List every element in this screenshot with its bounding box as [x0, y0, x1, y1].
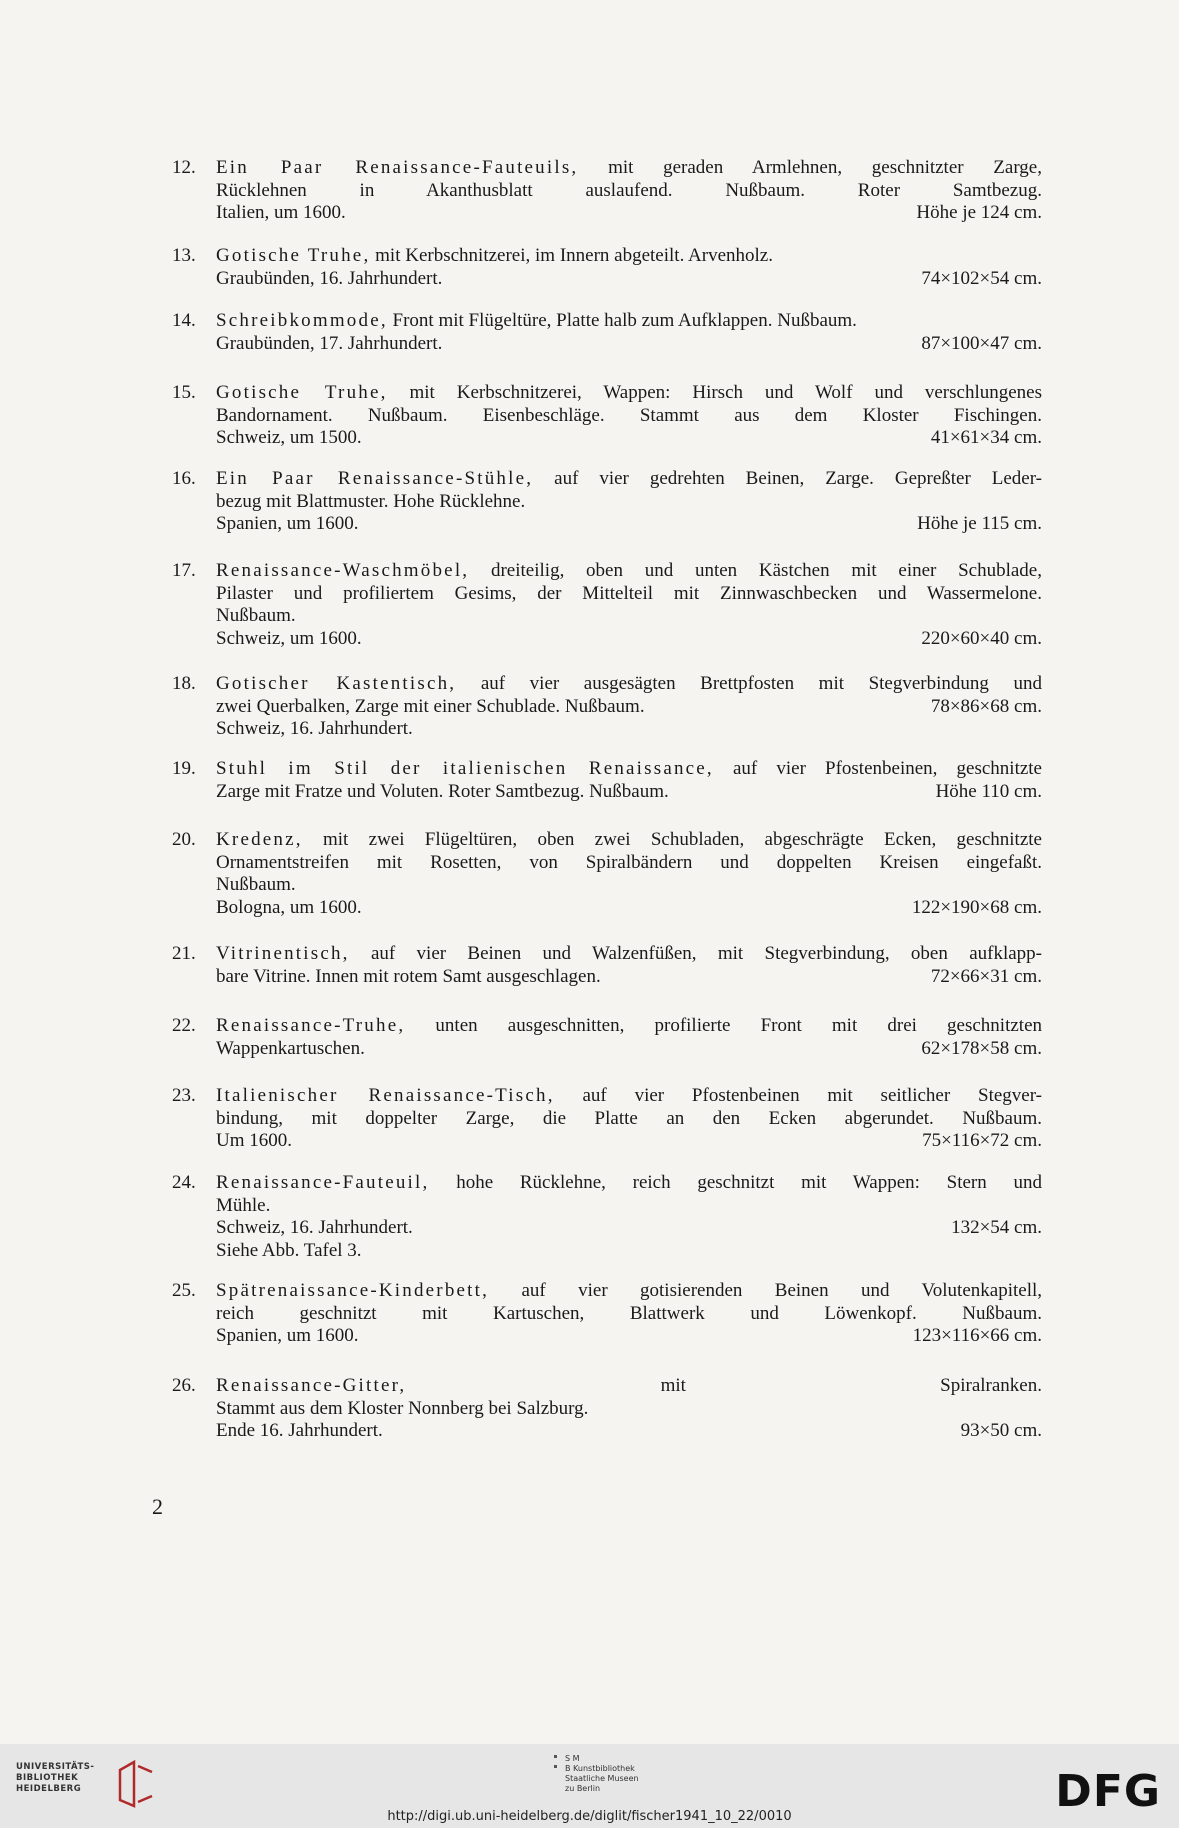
entry-title: Renaissance-Fauteuil,	[216, 1172, 430, 1193]
entry-body	[216, 382, 1042, 450]
entry-dimensions: 78×86×68 cm.	[930, 695, 1042, 717]
entry-title: Vitrinentisch,	[216, 943, 350, 964]
entry-body	[216, 758, 1042, 803]
entry-body	[216, 1172, 1042, 1262]
entry-body	[216, 468, 1042, 536]
entry-title: Renaissance-Truhe,	[216, 1015, 406, 1036]
dfg-logo[interactable]: DFG	[1055, 1766, 1161, 1817]
entry-dimensions: Höhe je 115 cm.	[917, 513, 1042, 535]
entry-title: Spätrenaissance-Kinderbett,	[216, 1280, 490, 1301]
entry-number: 12.	[172, 157, 196, 178]
entry-description-line: Wappenkartuschen.	[216, 1037, 365, 1059]
entry-dimensions: 41×61×34 cm.	[930, 427, 1042, 449]
entry-description-line: zwei Querbalken, Zarge mit einer Schublade. Nußbaum.	[216, 695, 645, 717]
entry-number: 23.	[172, 1085, 196, 1106]
entry-title: Gotische Truhe,	[216, 245, 371, 266]
entry-origin: Bologna, um 1600.	[216, 896, 362, 918]
entry-inline-row	[216, 696, 1042, 719]
entry-origin: Um 1600.	[216, 1130, 292, 1152]
entry-body	[216, 1375, 1042, 1443]
entry-description: mit Kerbschnitzerei, im Innern abgeteilt. Arvenholz.	[370, 245, 773, 266]
entry-first-line	[216, 758, 1042, 781]
entry-body	[216, 560, 1042, 650]
entry-number: 26.	[172, 1375, 196, 1396]
entry-description: Front mit Flügeltüre, Platte halb zum Aufklappen. Nußbaum.	[387, 310, 857, 331]
entry-description: auf vier Beinen und Walzenfüßen, mit Stegverbindung, oben aufklapp-	[349, 943, 1042, 964]
entry-origin-row	[216, 1420, 1042, 1443]
entry-origin: Graubünden, 16. Jahrhundert.	[216, 267, 443, 289]
entry-number: 16.	[172, 468, 196, 489]
entry-body	[216, 157, 1042, 225]
entry-title: Italienischer Renaissance-Tisch,	[216, 1085, 555, 1106]
entry-description: mit zwei Flügeltüren, oben zwei Schubladen, abgeschrägte Ecken, geschnitzte	[302, 829, 1042, 850]
entry-description: hohe Rücklehne, reich geschnitzt mit Wappen: Stern und	[429, 1172, 1042, 1193]
entry-origin: Ende 16. Jahrhundert.	[216, 1420, 383, 1442]
entry-description: mit Spiralranken.	[406, 1375, 1042, 1396]
entry-first-line	[216, 943, 1042, 966]
entry-inline-row	[216, 966, 1042, 989]
entry-dimensions: 62×178×58 cm.	[921, 1037, 1042, 1059]
entry-description: auf vier ausgesägten Brettpfosten mit Stegverbindung und	[456, 673, 1042, 694]
entry-title: Ein Paar Renaissance-Fauteuils,	[216, 157, 579, 178]
entry-origin-row	[216, 202, 1042, 225]
entry-dimensions: Höhe 110 cm.	[935, 780, 1042, 802]
entry-dimensions: 87×100×47 cm.	[921, 332, 1042, 354]
entry-origin-row	[216, 1217, 1042, 1240]
source-url-link[interactable]: http://digi.ub.uni-heidelberg.de/diglit/fischer1941_10_22/0010	[387, 1809, 792, 1824]
entry-number: 21.	[172, 943, 196, 964]
entry-origin: Italien, um 1600.	[216, 202, 346, 224]
entry-title: Gotische Truhe,	[216, 382, 388, 403]
entry-origin: Spanien, um 1600.	[216, 1325, 359, 1347]
entry-description: mit Kerbschnitzerei, Wappen: Hirsch und Wolf und verschlungenes	[387, 382, 1042, 403]
entry-dimensions: 75×116×72 cm.	[922, 1130, 1042, 1152]
library-mark-icon	[116, 1760, 156, 1808]
entry-title: Renaissance-Gitter,	[216, 1375, 407, 1396]
entry-origin: Schweiz, um 1500.	[216, 427, 362, 449]
entry-origin: Schweiz, um 1600.	[216, 627, 362, 649]
kunstbibliothek-logo-text: S M B Kunstbibliothek Staatliche Museen zu Berlin	[565, 1754, 639, 1793]
entry-body	[216, 1085, 1042, 1153]
entry-body	[216, 310, 1042, 355]
entry-first-line	[216, 1085, 1042, 1108]
smb-grid-icon	[553, 1754, 563, 1794]
entry-title: Stuhl im Stil der italienischen Renaissance,	[216, 758, 714, 779]
entry-number: 25.	[172, 1280, 196, 1301]
entry-first-line	[216, 673, 1042, 696]
entry-number: 14.	[172, 310, 196, 331]
entry-dimensions: 72×66×31 cm.	[930, 965, 1042, 987]
entry-first-line	[216, 1280, 1042, 1303]
entry-description: dreiteilig, oben und unten Kästchen mit einer Schublade,	[469, 560, 1042, 581]
entry-description-line: bare Vitrine. Innen mit rotem Samt ausgeschlagen.	[216, 965, 601, 987]
entry-origin-row	[216, 1325, 1042, 1348]
entry-description: unten ausgeschnitten, profilierte Front mit drei geschnitzten	[405, 1015, 1042, 1036]
plate-reference: Siehe Abb. Tafel 3.	[216, 1239, 362, 1261]
entry-description: auf vier gedrehten Beinen, Zarge. Gepreßter Leder-	[533, 468, 1042, 489]
entry-description-line: Mühle.	[216, 1194, 271, 1216]
entry-description-line: bindung, mit doppelter Zarge, die Platte an den Ecken abgerundet. Nußbaum.	[216, 1107, 1042, 1129]
entry-description-line: reich geschnitzt mit Kartuschen, Blattwerk und Löwenkopf. Nußbaum.	[216, 1302, 1042, 1324]
entry-inline-row	[216, 1038, 1042, 1061]
entry-description-line: Ornamentstreifen mit Rosetten, von Spiralbändern und doppelten Kreisen eingefaßt.	[216, 851, 1042, 873]
entry-origin-row	[216, 628, 1042, 651]
entry-number: 24.	[172, 1172, 196, 1193]
entry-body	[216, 245, 1042, 290]
entry-dimensions: 93×50 cm.	[960, 1420, 1042, 1442]
entry-body	[216, 943, 1042, 988]
entry-title: Renaissance-Waschmöbel,	[216, 560, 470, 581]
entry-origin-row	[216, 1130, 1042, 1153]
entry-body	[216, 1280, 1042, 1348]
entry-first-line	[216, 1172, 1042, 1195]
entry-dimensions: 122×190×68 cm.	[911, 896, 1042, 918]
entry-description: auf vier gotisierenden Beinen und Volutenkapitell,	[489, 1280, 1042, 1301]
entry-origin: Schweiz, 16. Jahrhundert.	[216, 718, 413, 740]
entry-origin: Schweiz, 16. Jahrhundert.	[216, 1217, 413, 1239]
entry-dimensions: 132×54 cm.	[951, 1217, 1042, 1239]
entry-first-line	[216, 1015, 1042, 1038]
university-library-logo[interactable]	[16, 1760, 146, 1810]
entry-body	[216, 829, 1042, 919]
entry-description-line: Nußbaum.	[216, 605, 296, 627]
entry-origin-row	[216, 268, 1042, 291]
entry-description-line: Bandornament. Nußbaum. Eisenbeschläge. Stammt aus dem Kloster Fischingen.	[216, 404, 1042, 426]
entry-number: 22.	[172, 1015, 196, 1036]
entry-description-line: Nußbaum.	[216, 874, 296, 896]
entry-description-line: Pilaster und profiliertem Gesims, der Mittelteil mit Zinnwaschbecken und Wassermelone.	[216, 582, 1042, 604]
entry-number: 18.	[172, 673, 196, 694]
entry-first-line	[216, 1375, 1042, 1398]
entry-origin-row	[216, 333, 1042, 356]
entry-number: 17.	[172, 560, 196, 581]
entry-inline-row	[216, 781, 1042, 804]
entry-number: 19.	[172, 758, 196, 779]
entry-description: mit geraden Armlehnen, geschnitzter Zarge,	[578, 157, 1042, 178]
footer-bar	[0, 1744, 1179, 1828]
university-library-logo-text: UNIVERSITÄTS- BIBLIOTHEK HEIDELBERG	[16, 1762, 95, 1794]
entry-origin: Spanien, um 1600.	[216, 513, 359, 535]
entry-first-line	[216, 468, 1042, 491]
entry-number: 20.	[172, 829, 196, 850]
entry-dimensions: 123×116×66 cm.	[912, 1325, 1042, 1347]
entry-title: Schreibkommode,	[216, 310, 388, 331]
entry-first-line	[216, 560, 1042, 583]
entry-origin-row	[216, 427, 1042, 450]
entry-title: Gotischer Kastentisch,	[216, 673, 457, 694]
entry-first-line	[216, 829, 1042, 852]
page-number: 2	[152, 1494, 163, 1519]
entry-dimensions: Höhe je 124 cm.	[916, 202, 1042, 224]
entry-number: 15.	[172, 382, 196, 403]
entry-first-line	[216, 382, 1042, 405]
entry-title: Kredenz,	[216, 829, 303, 850]
entry-origin-row	[216, 718, 1042, 741]
entry-description-line: Stammt aus dem Kloster Nonnberg bei Salzburg.	[216, 1397, 589, 1419]
entry-body	[216, 673, 1042, 741]
entry-description-line: Rücklehnen in Akanthusblatt auslaufend. Nußbaum. Roter Samtbezug.	[216, 179, 1042, 201]
entry-origin: Graubünden, 17. Jahrhundert.	[216, 332, 443, 354]
entry-first-line	[216, 245, 1042, 268]
entry-body	[216, 1015, 1042, 1060]
entry-description: auf vier Pfostenbeinen mit seitlicher Stegver-	[554, 1085, 1043, 1106]
entry-description-line: bezug mit Blattmuster. Hohe Rücklehne.	[216, 490, 526, 512]
entry-first-line	[216, 157, 1042, 180]
entry-origin-row	[216, 897, 1042, 920]
entry-dimensions: 220×60×40 cm.	[921, 627, 1042, 649]
entry-dimensions: 74×102×54 cm.	[921, 267, 1042, 289]
entry-description-line: Zarge mit Fratze und Voluten. Roter Samtbezug. Nußbaum.	[216, 780, 669, 802]
entry-description: auf vier Pfostenbeinen, geschnitzte	[713, 758, 1042, 779]
entry-first-line	[216, 310, 1042, 333]
entry-origin-row	[216, 513, 1042, 536]
entry-title: Ein Paar Renaissance-Stühle,	[216, 468, 534, 489]
entry-number: 13.	[172, 245, 196, 266]
